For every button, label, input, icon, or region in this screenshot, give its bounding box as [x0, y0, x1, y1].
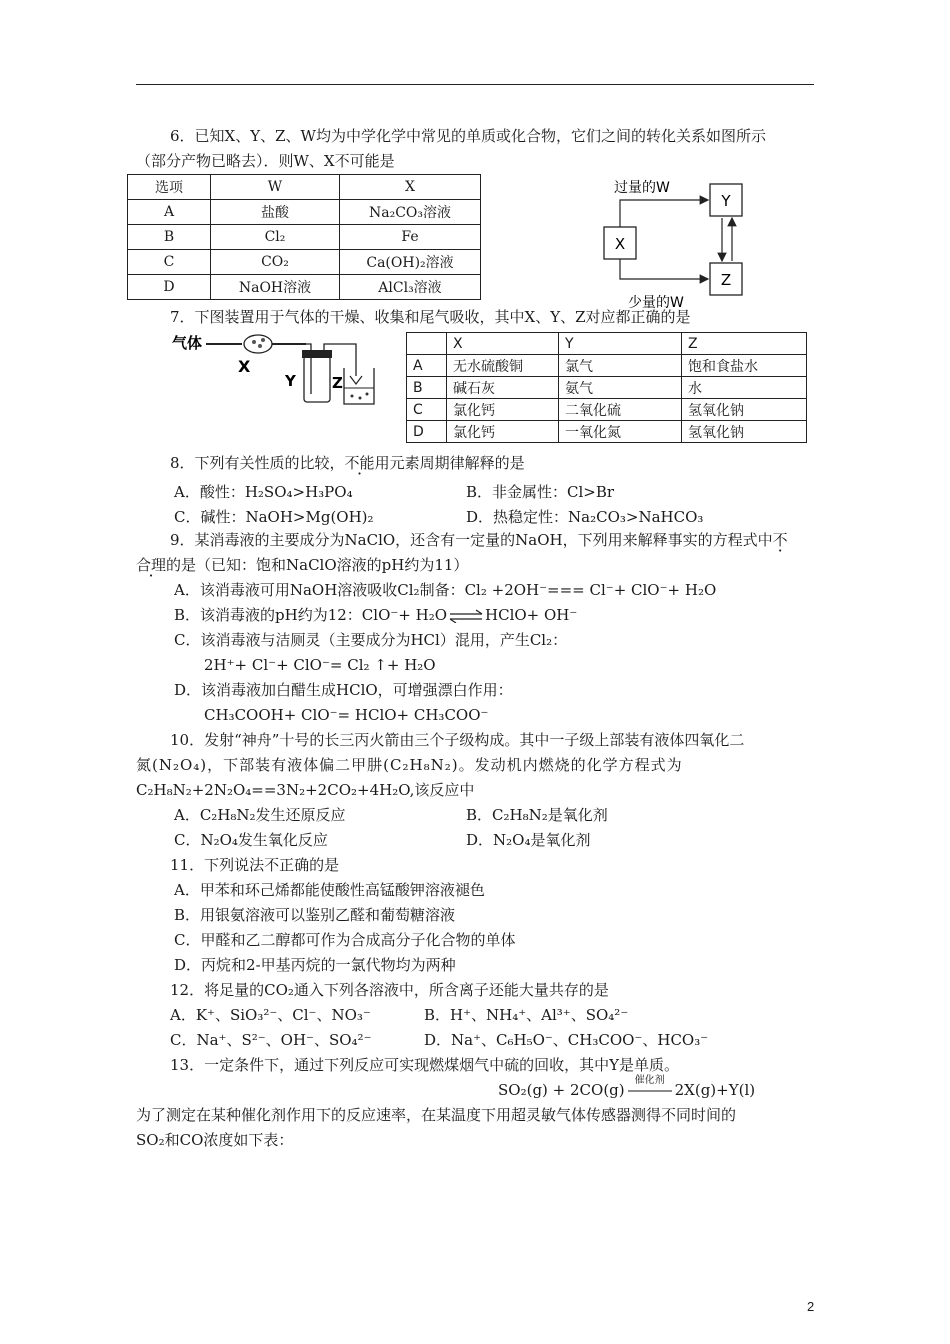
q9-stem-part: 9．某消毒液的主要成分为NaClO，还含有一定量的NaOH，下列用来解释事实的方程式中: [170, 531, 773, 549]
table-cell: 氯化钙: [447, 399, 559, 421]
q9-option-d-equation: CH₃COOH+ ClO⁻= HClO+ CH₃COO⁻: [204, 706, 489, 724]
table-cell: 盐酸: [211, 200, 340, 225]
q9-stem-line2: [136, 555, 468, 575]
page-number: 2: [807, 1299, 815, 1314]
drying-tube-bulb: [244, 335, 272, 353]
inverted-funnel: [350, 376, 362, 384]
q11-option-d: D．丙烷和2-甲基丙烷的一氯代物均为两种: [174, 956, 456, 974]
q12-option-a: A．K⁺、SiO₃²⁻、Cl⁻、NO₃⁻: [170, 1006, 371, 1024]
table-cell: 碱石灰: [447, 377, 559, 399]
q7-apparatus-diagram: [170, 330, 380, 415]
q11-option-a: A．甲苯和环己烯都能使酸性高锰酸钾溶液褪色: [174, 881, 485, 899]
q9-option-c-equation: 2H⁺+ Cl⁻+ ClO⁻= Cl₂ ↑+ H₂O: [204, 656, 436, 674]
q10-stem-line2: 氮(N₂O₄)，下部装有液体偏二甲肼(C₂H₈N₂)。发动机内燃烧的化学方程式为: [136, 756, 683, 774]
q9-stem-part: 的是（已知：饱和NaClO溶液的pH约为11）: [166, 556, 469, 574]
table-row: [407, 377, 807, 399]
gas-label: 气体: [172, 334, 203, 352]
header-rule: [136, 84, 814, 85]
q10-option-b: B．C₂H₈N₂是氧化剂: [466, 806, 608, 824]
little-w-label: 少量的W: [628, 295, 684, 310]
q11-option-c: C．甲醛和乙二醇都可作为合成高分子化合物的单体: [174, 931, 516, 949]
z-label: Z: [332, 374, 343, 392]
table-row: [128, 250, 481, 275]
q10-stem-line3: C₂H₈N₂+2N₂O₄==3N₂+2CO₂+4H₂O,该反应中: [136, 781, 475, 799]
catalyst-arrow: [627, 1075, 673, 1100]
q11-stem: 11．下列说法不正确的是: [170, 856, 340, 874]
box-y-label: Y: [721, 192, 731, 210]
reversible-arrow-icon: [449, 609, 483, 623]
arrow-x-to-y: [620, 200, 708, 227]
q13-stem: 13．一定条件下，通过下列反应可实现燃煤烟气中硫的回收，其中Y是单质。: [170, 1056, 679, 1074]
q8-option-b: B．非金属性：Cl>Br: [466, 483, 615, 501]
q7-table: [406, 332, 807, 443]
q8-stem-part: 用元素周期律解释的是: [374, 454, 525, 472]
table-header-cell: 选项: [128, 175, 211, 200]
y-label: Y: [285, 372, 296, 390]
table-row: [407, 399, 807, 421]
q13-equation-right: 2X(g)+Y(l): [674, 1081, 756, 1099]
bottle-stopper: [302, 350, 332, 358]
table-header-cell: [407, 333, 447, 355]
table-header-row: [407, 333, 807, 355]
q8-option-d: D．热稳定性：Na₂CO₃>NaHCO₃: [466, 508, 704, 526]
table-cell: 二氧化硫: [559, 399, 682, 421]
table-cell: AlCl₃溶液: [340, 275, 481, 300]
x-label: X: [238, 357, 251, 376]
q12-option-d: D．Na⁺、C₆H₅O⁻、CH₃COO⁻、HCO₃⁻: [424, 1031, 709, 1049]
table-row: [407, 421, 807, 443]
arrow-x-to-z: [620, 259, 708, 279]
q6-stem-line2: （部分产物已略去）．则W、X不可能是: [136, 152, 395, 170]
table-cell: 氢氧化钠: [682, 399, 807, 421]
q12-option-b: B．H⁺、NH₄⁺、Al³⁺、SO₄²⁻: [424, 1006, 629, 1024]
table-header-cell: Z: [682, 333, 807, 355]
table-row: [128, 200, 481, 225]
table-cell: 一氧化氮: [559, 421, 682, 443]
q8-option-a: A．酸性：H₂SO₄>H₃PO₄: [174, 483, 353, 501]
catalyst-label: 催化剂: [634, 1075, 665, 1086]
table-cell: 氢氧化钠: [682, 421, 807, 443]
table-cell: D: [407, 421, 447, 443]
q9-option-b: [174, 605, 577, 625]
q9-stem-line1: [170, 530, 788, 550]
table-row: [128, 225, 481, 250]
table-cell: Na₂CO₃溶液: [340, 200, 481, 225]
table-header-cell: X: [447, 333, 559, 355]
q6-conversion-diagram: [596, 170, 786, 310]
table-cell: Fe: [340, 225, 481, 250]
table-row: [407, 355, 807, 377]
q12-option-c: C．Na⁺、S²⁻、OH⁻、SO₄²⁻: [170, 1031, 372, 1049]
table-header-cell: W: [211, 175, 340, 200]
table-cell: NaOH溶液: [211, 275, 340, 300]
q10-option-c: C．N₂O₄发生氧化反应: [174, 831, 328, 849]
table-cell: D: [128, 275, 211, 300]
q6-table: [127, 174, 481, 300]
q9-stem-emphasis: 不: [772, 531, 788, 549]
table-cell: B: [407, 377, 447, 399]
table-cell: 饱和食盐水: [682, 355, 807, 377]
q9-option-b-left: B．该消毒液的pH约为12：ClO⁻+ H₂O: [174, 606, 448, 624]
q13-text-line3: SO₂和CO浓度如下表：: [136, 1131, 294, 1149]
q9-option-d: D．该消毒液加白醋生成HClO，可增强漂白作用：: [174, 681, 513, 699]
q10-option-a: A．C₂H₈N₂发生还原反应: [174, 806, 346, 824]
box-z-label: Z: [720, 271, 732, 289]
table-cell: 水: [682, 377, 807, 399]
q13-text-line2: 为了测定在某种催化剂作用下的反应速率，在某温度下用超灵敏气体传感器测得不同时间的: [136, 1106, 737, 1124]
q9-option-a: A．该消毒液可用NaOH溶液吸收Cl₂制备：Cl₂ +2OH⁻=== Cl⁻+ ClO⁻+ H₂O: [174, 581, 717, 599]
q6-stem-line1: 6．已知X、Y、Z、W均为中学化学中常见的单质或化合物，它们之间的转化关系如图所示: [170, 127, 766, 145]
table-header-row: [128, 175, 481, 200]
table-cell: C: [128, 250, 211, 275]
table-header-cell: Y: [559, 333, 682, 355]
table-cell: B: [128, 225, 211, 250]
table-cell: CO₂: [211, 250, 340, 275]
q9-option-c: C．该消毒液与洁厕灵（主要成分为HCl）混用，产生Cl₂：: [174, 631, 568, 649]
q7-stem: 7．下图装置用于气体的干燥、收集和尾气吸收，其中X、Y、Z对应都正确的是: [170, 308, 691, 326]
excess-w-label: 过量的W: [614, 180, 670, 196]
q13-equation-left: SO₂(g) + 2CO(g): [498, 1081, 625, 1099]
table-cell: 氯气: [559, 355, 682, 377]
q9-stem-emphasis: 合理: [136, 556, 167, 574]
q11-option-b: B．用银氨溶液可以鉴别乙醛和葡萄糖溶液: [174, 906, 456, 924]
table-cell: 无水硫酸铜: [447, 355, 559, 377]
q10-stem-line1: 10．发射“神舟”十号的长三丙火箭由三个子级构成。其中一子级上部装有液体四氧化二: [170, 731, 745, 749]
q8-stem: [170, 453, 525, 473]
collection-bottle: [304, 356, 330, 402]
table-cell: A: [128, 200, 211, 225]
box-x-label: X: [614, 235, 626, 253]
table-row: [128, 275, 481, 300]
table-cell: C: [407, 399, 447, 421]
q10-option-d: D．N₂O₄是氧化剂: [466, 831, 591, 849]
q9-option-b-right: HClO+ OH⁻: [485, 606, 578, 624]
q8-stem-emphasis: 不能: [344, 454, 375, 472]
q13-equation: [498, 1075, 756, 1100]
q12-stem: 12．将足量的CO₂通入下列各溶液中，所含离子还能大量共存的是: [170, 981, 609, 999]
table-cell: Ca(OH)₂溶液: [340, 250, 481, 275]
table-cell: A: [407, 355, 447, 377]
q8-option-c: C．碱性：NaOH>Mg(OH)₂: [174, 508, 374, 526]
q8-stem-part: 8．下列有关性质的比较，: [170, 454, 345, 472]
table-cell: 氨气: [559, 377, 682, 399]
table-cell: Cl₂: [211, 225, 340, 250]
table-cell: 氯化钙: [447, 421, 559, 443]
table-header-cell: X: [340, 175, 481, 200]
